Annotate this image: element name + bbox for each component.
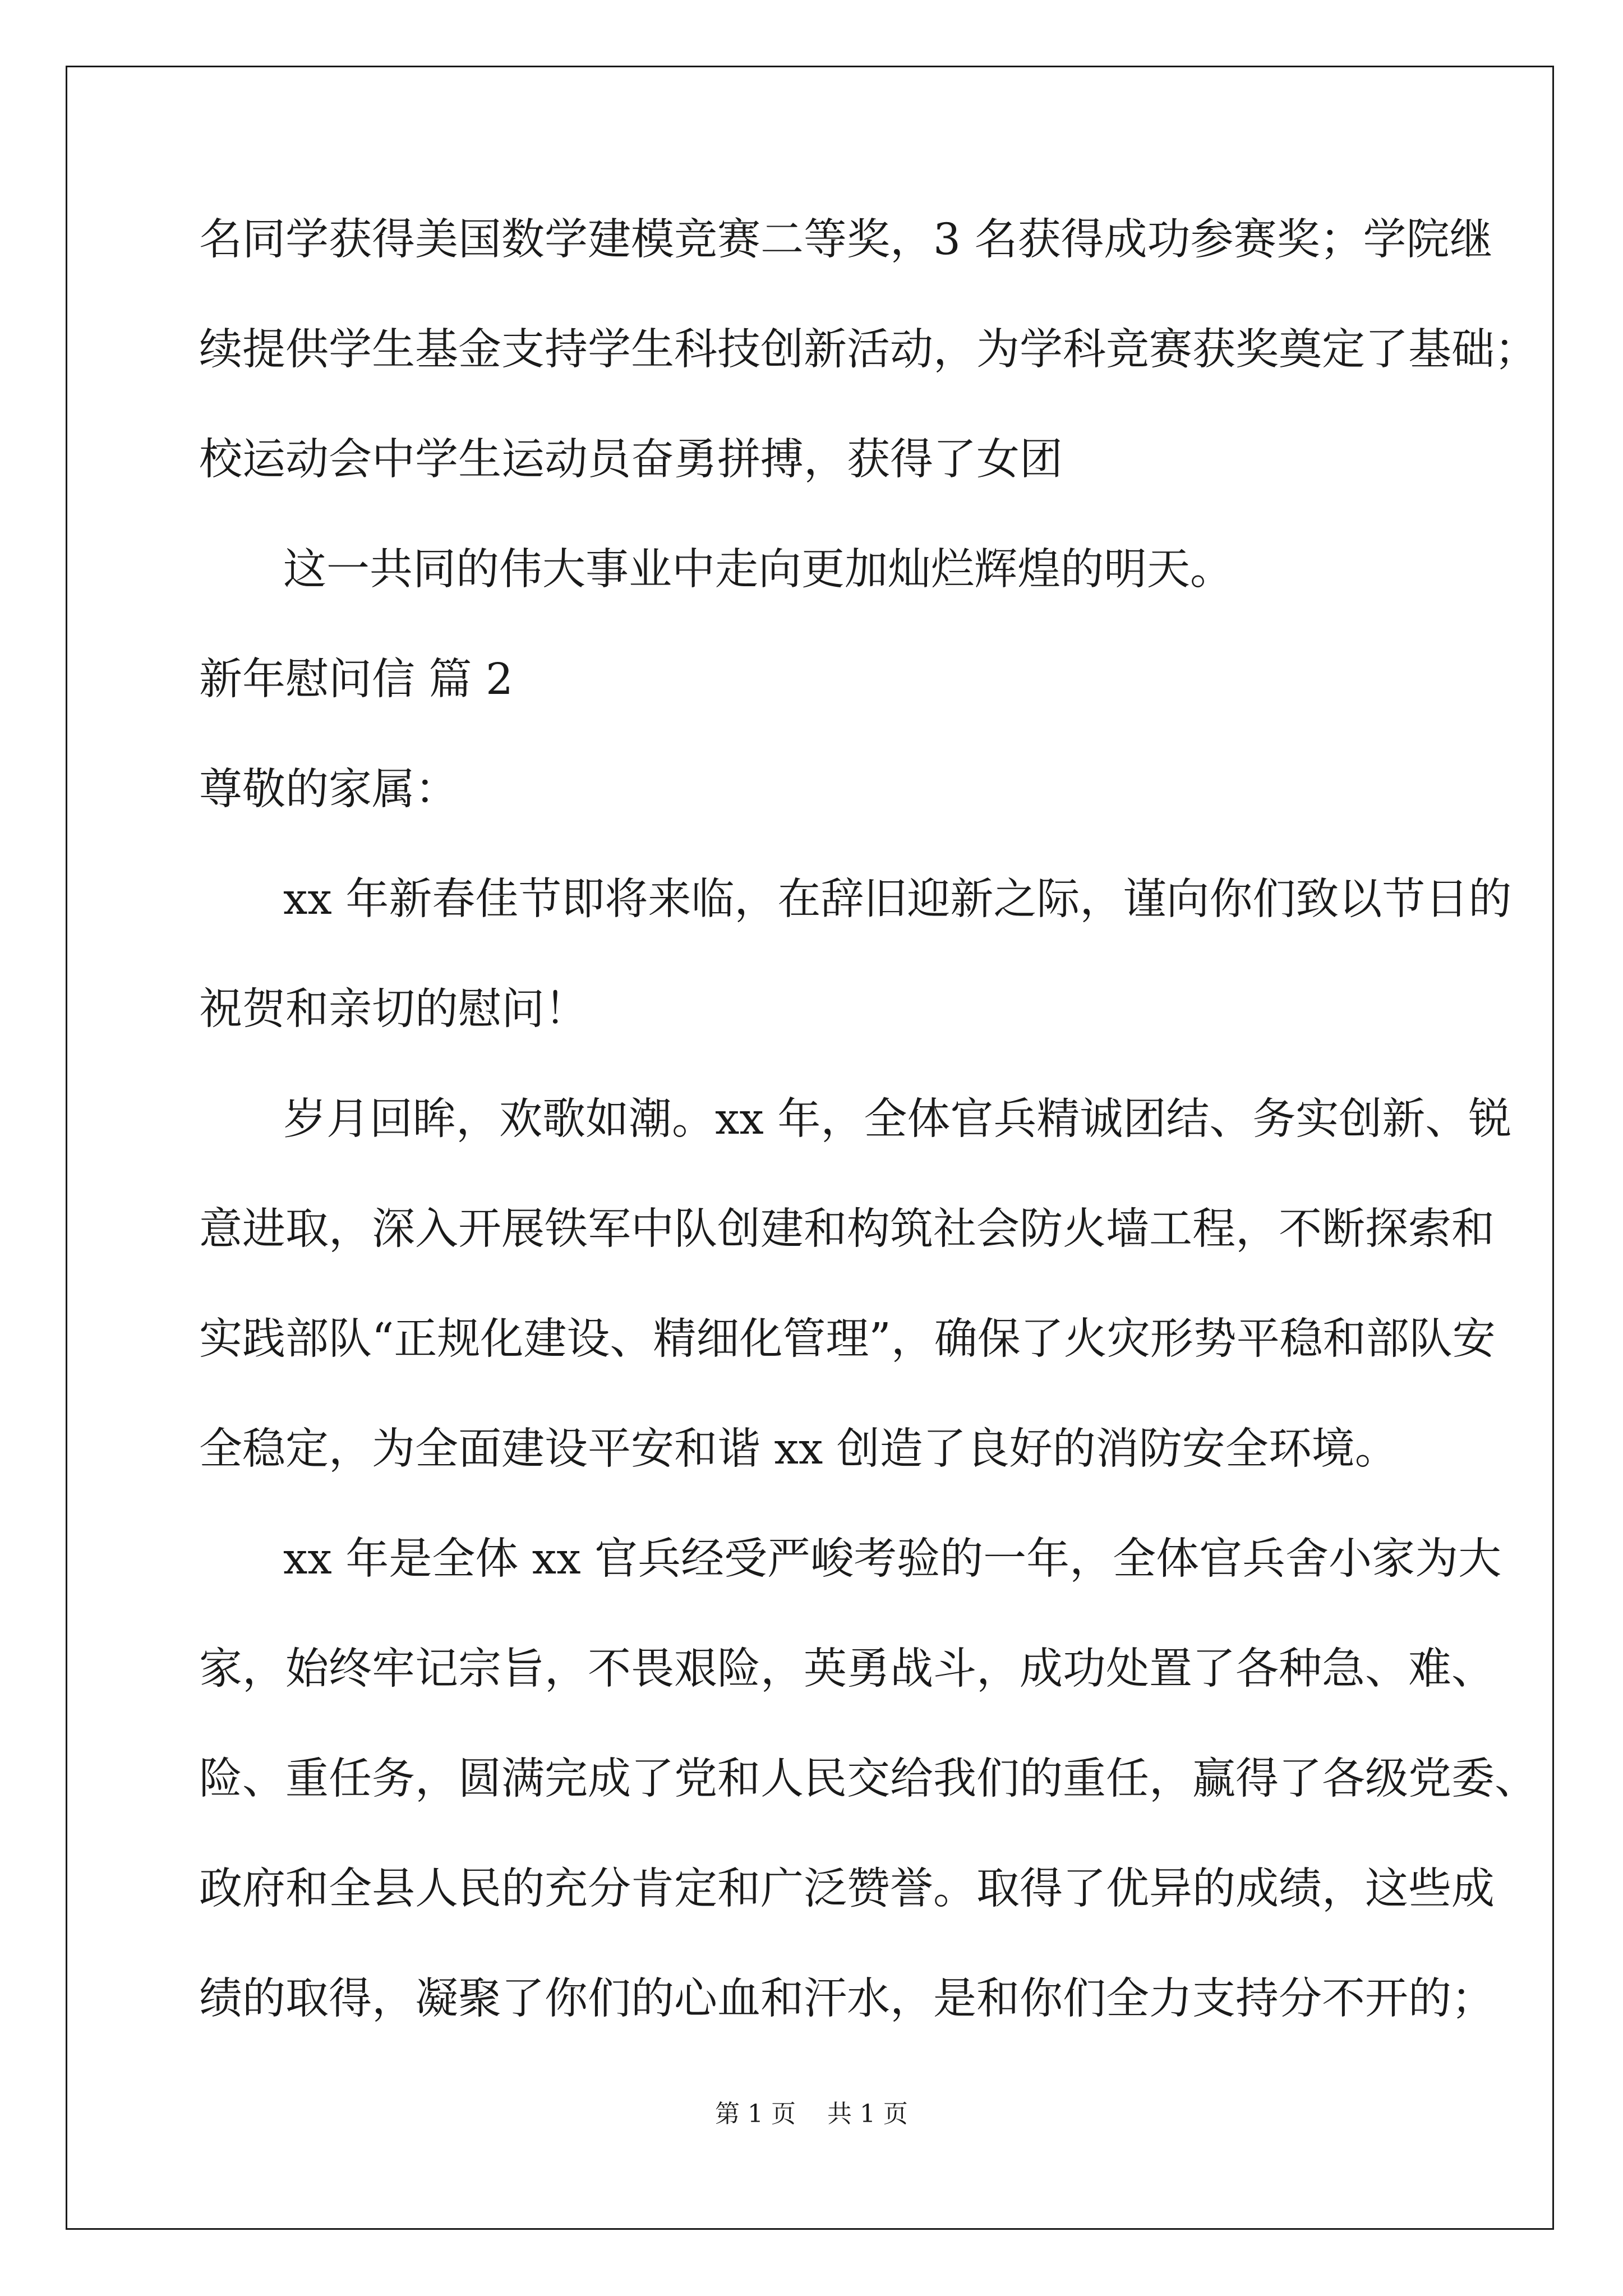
text-line: 全稳定，为全面建设平安和谐 xx 创造了良好的消防安全环境。: [199, 1424, 1398, 1474]
page-footer: 第 1 页 共 1 页: [715, 2100, 908, 2128]
text-line: xx 年新春佳节即将来临，在辞旧迎新之际，谨向你们致以节日的: [283, 875, 1512, 924]
text-line: 意进取，深入开展铁军中队创建和构筑社会防火墙工程，不断探索和: [199, 1204, 1495, 1254]
text-line: xx 年是全体 xx 官兵经受严峻考验的一年，全体官兵舍小家为大: [283, 1534, 1502, 1584]
text-line: 实践部队“正规化建设、精细化管理”，确保了火灾形势平稳和部队安: [199, 1314, 1496, 1364]
text-line: 续提供学生基金支持学生科技创新活动，为学科竞赛获奖奠定了基础；: [199, 325, 1538, 375]
text-line: 政府和全县人民的充分肯定和广泛赞誉。取得了优异的成绩，这些成: [199, 1864, 1495, 1914]
text-line: 这一共同的伟大事业中走向更加灿烂辉煌的明天。: [283, 545, 1233, 595]
text-line: 校运动会中学生运动员奋勇拼搏，获得了女团: [199, 435, 1063, 485]
document-body: [199, 185, 1538, 2054]
text-line: 险、重任务，圆满完成了党和人民交给我们的重任，赢得了各级党委、: [199, 1754, 1538, 1804]
text-line: 岁月回眸，欢歌如潮。xx 年，全体官兵精诚团结、务实创新、锐: [283, 1094, 1512, 1144]
text-line: 祝贺和亲切的慰问！: [199, 984, 588, 1034]
salutation: 尊敬的家属：: [199, 765, 458, 815]
text-line: 名同学获得美国数学建模竞赛二等奖，3 名获得成功参赛奖；学院继: [199, 215, 1493, 265]
text-line: 绩的取得，凝聚了你们的心血和汗水，是和你们全力支持分不开的；: [199, 1974, 1495, 2024]
section-heading: 新年慰问信 篇 2: [199, 655, 513, 705]
text-line: 家，始终牢记宗旨，不畏艰险，英勇战斗，成功处置了各种急、难、: [199, 1644, 1495, 1694]
